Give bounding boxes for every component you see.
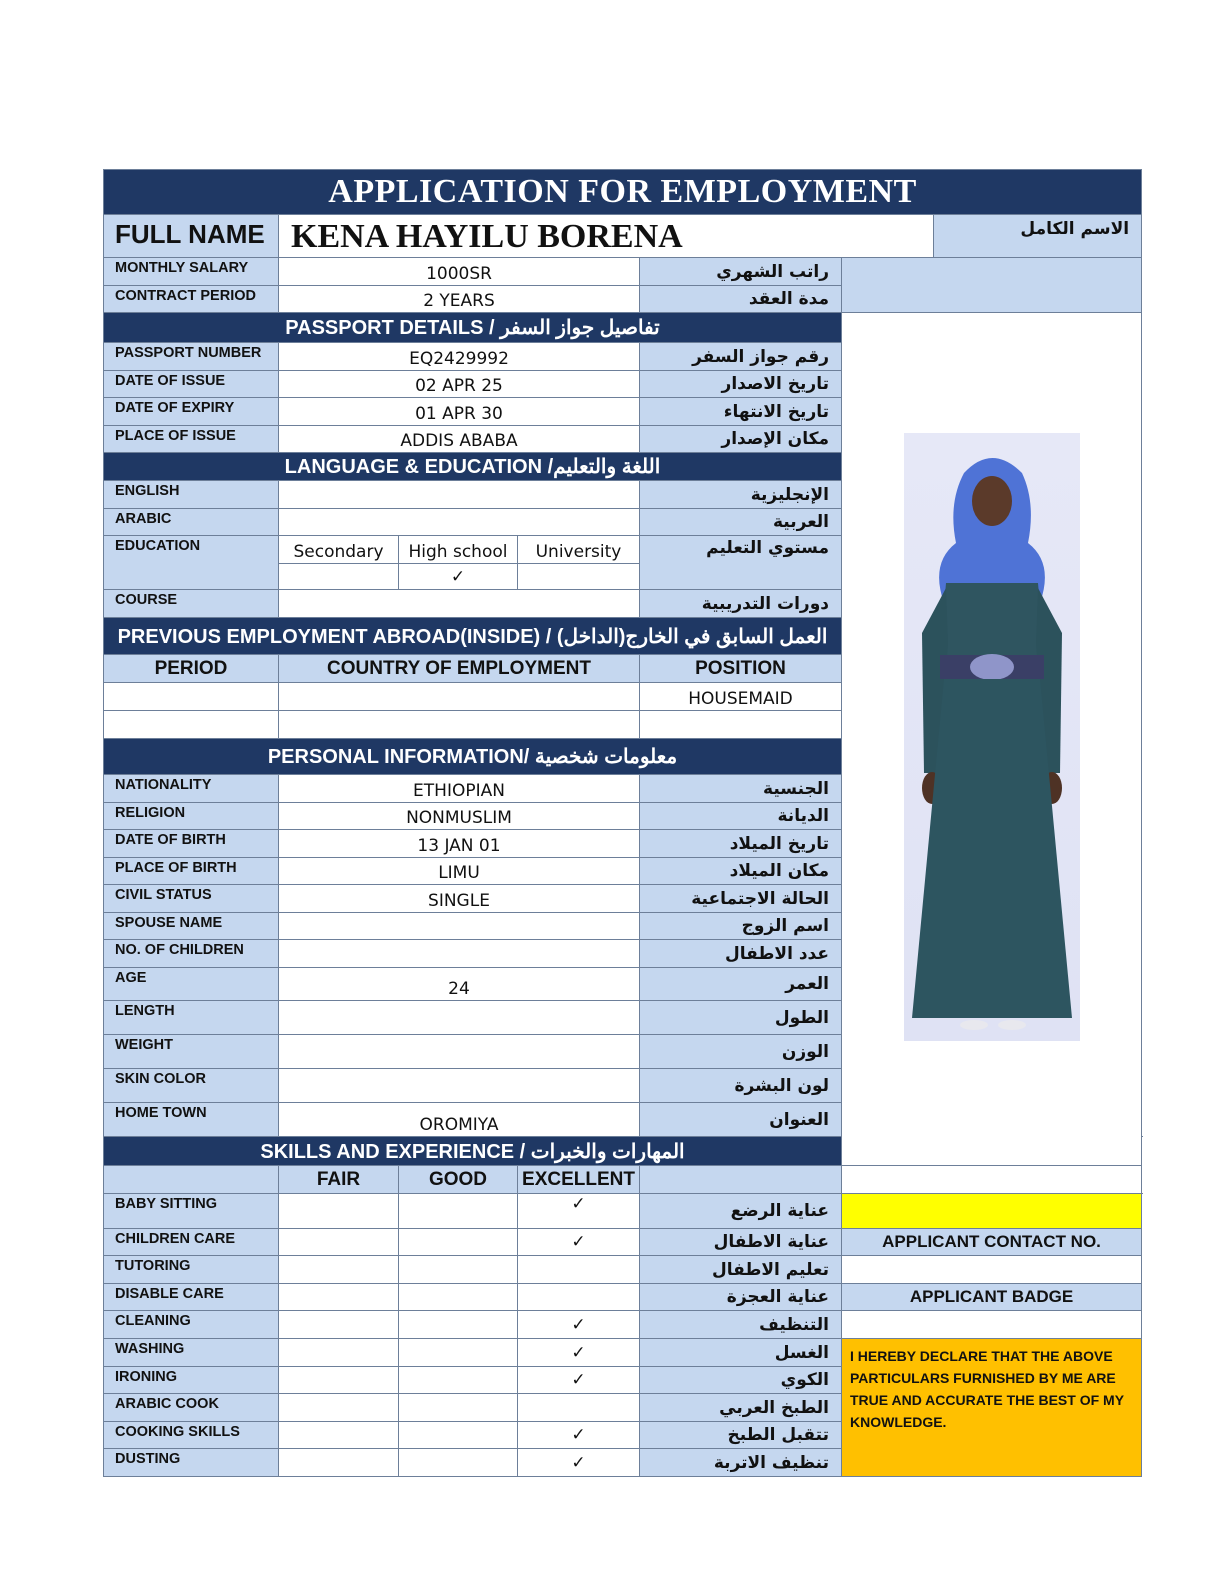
date-of-expiry-value[interactable]: 01 APR 30 [279,398,640,426]
skill-label-ar: تعليم الاطفال [640,1256,842,1284]
applicant-photo [904,433,1080,1041]
skill-label-ar: الكوي [640,1367,842,1394]
education-level-high-school: High school [399,536,518,564]
skill-fair-check[interactable] [279,1394,399,1422]
monthly-salary-label: MONTHLY SALARY [104,258,279,286]
skill-label: ARABIC COOK [104,1394,279,1422]
passport-number-value[interactable]: EQ2429992 [279,343,640,371]
photo-cell [842,313,1142,1166]
skill-label-ar: عناية العجزة [640,1284,842,1311]
skill-excellent-check[interactable] [518,1256,640,1284]
date-of-issue-label: DATE OF ISSUE [104,371,279,398]
skills-header-blank [104,1166,279,1194]
age-value[interactable]: 24 [279,968,640,1001]
education-check-secondary[interactable] [279,564,399,590]
passport-number-label: PASSPORT NUMBER [104,343,279,371]
good-column-header: GOOD [399,1166,518,1194]
nationality-value[interactable]: ETHIOPIAN [279,775,640,803]
employment-position-1[interactable]: HOUSEMAID [640,683,842,711]
education-check-university[interactable] [518,564,640,590]
course-label-ar: دورات التدريبية [640,590,842,618]
children-count-label: NO. OF CHILDREN [104,940,279,968]
skill-excellent-check[interactable]: ✓ [518,1229,640,1256]
application-table [103,169,1142,1477]
skill-fair-check[interactable] [279,1284,399,1311]
skill-label-ar: الغسل [640,1339,842,1367]
skin-color-label-ar: لون البشرة [640,1069,842,1103]
employment-country-2[interactable] [279,711,640,739]
skin-color-label: SKIN COLOR [104,1069,279,1103]
spouse-name-value[interactable] [279,913,640,940]
skill-label: CLEANING [104,1311,279,1339]
date-of-expiry-label-ar: تاريخ الانتهاء [640,398,842,426]
skills-section-heading: SKILLS AND EXPERIENCE / المهارات والخبرات [104,1137,842,1166]
position-column-header: POSITION [640,655,842,683]
page-title: APPLICATION FOR EMPLOYMENT [104,170,1142,215]
employment-period-2[interactable] [104,711,279,739]
personal-info-heading: PERSONAL INFORMATION/ معلومات شخصية [104,739,842,775]
date-of-birth-label: DATE OF BIRTH [104,830,279,858]
skill-good-check[interactable] [399,1422,518,1449]
skill-fair-check[interactable] [279,1256,399,1284]
date-of-birth-value[interactable]: 13 JAN 01 [279,830,640,858]
applicant-contact-value[interactable] [842,1256,1142,1284]
skin-color-value[interactable] [279,1069,640,1103]
skill-label: BABY SITTING [104,1194,279,1229]
period-column-header: PERIOD [104,655,279,683]
civil-status-label-ar: الحالة الاجتماعية [640,885,842,913]
length-label: LENGTH [104,1001,279,1035]
nationality-label-ar: الجنسية [640,775,842,803]
skill-good-check[interactable] [399,1394,518,1422]
home-town-label-ar: العنوان [640,1103,842,1137]
english-label-ar: الإنجليزية [640,481,842,509]
arabic-value[interactable] [279,509,640,536]
skill-label: IRONING [104,1367,279,1394]
skill-excellent-check[interactable] [518,1394,640,1422]
contract-period-label: CONTRACT PERIOD [104,286,279,313]
skill-good-check[interactable] [399,1367,518,1394]
length-label-ar: الطول [640,1001,842,1035]
home-town-value[interactable]: OROMIYA [279,1103,640,1137]
date-of-expiry-label: DATE OF EXPIRY [104,398,279,426]
full-name-value[interactable]: KENA HAYILU BORENA [279,215,934,258]
salary-side-blank [842,258,1142,313]
fair-column-header: FAIR [279,1166,399,1194]
children-count-label-ar: عدد الاطفال [640,940,842,968]
education-label-ar: مستوي التعليم [640,536,842,590]
skill-label: WASHING [104,1339,279,1367]
skill-fair-check[interactable] [279,1229,399,1256]
skill-good-check[interactable] [399,1256,518,1284]
course-value[interactable] [279,590,640,618]
civil-status-value[interactable]: SINGLE [279,885,640,913]
highlight-yellow-cell [842,1194,1142,1229]
place-of-issue-label: PLACE OF ISSUE [104,426,279,453]
skill-label: DUSTING [104,1449,279,1477]
skill-good-check[interactable] [399,1194,518,1229]
full-name-label: FULL NAME [104,215,279,258]
arabic-label: ARABIC [104,509,279,536]
skills-header-blank-ar [640,1166,842,1194]
english-label: ENGLISH [104,481,279,509]
skill-label-ar: عناية الاطفال [640,1229,842,1256]
religion-label-ar: الديانة [640,803,842,830]
date-of-issue-value[interactable]: 02 APR 25 [279,371,640,398]
skill-fair-check[interactable] [279,1449,399,1477]
skill-good-check[interactable] [399,1284,518,1311]
english-value[interactable] [279,481,640,509]
skill-label-ar: الطبخ العربي [640,1394,842,1422]
skill-label-ar: عناية الرضع [640,1194,842,1229]
excellent-column-header: EXCELLENT [518,1166,640,1194]
arabic-label-ar: العربية [640,509,842,536]
age-label-ar: العمر [640,968,842,1001]
civil-status-label: CIVIL STATUS [104,885,279,913]
skill-fair-check[interactable] [279,1367,399,1394]
spouse-name-label-ar: اسم الزوج [640,913,842,940]
date-of-issue-label-ar: تاريخ الاصدار [640,371,842,398]
skill-fair-check[interactable] [279,1422,399,1449]
skill-good-check[interactable] [399,1339,518,1367]
country-column-header: COUNTRY OF EMPLOYMENT [279,655,640,683]
skill-fair-check[interactable] [279,1311,399,1339]
place-of-birth-value[interactable]: LIMU [279,858,640,885]
contract-period-value[interactable]: 2 YEARS [279,286,640,313]
education-check-high-school[interactable]: ✓ [399,564,518,590]
skill-label-ar: التنظيف [640,1311,842,1339]
religion-value[interactable]: NONMUSLIM [279,803,640,830]
weight-value[interactable] [279,1035,640,1069]
skill-good-check[interactable] [399,1311,518,1339]
age-label: AGE [104,968,279,1001]
declaration-text: I HEREBY DECLARE THAT THE ABOVE PARTICULARS FURNISHED BY ME ARE TRUE AND ACCURATE THE BEST OF MY KNOWLEDGE. [842,1339,1142,1477]
passport-number-label-ar: رقم جواز السفر [640,343,842,371]
religion-label: RELIGION [104,803,279,830]
skill-fair-check[interactable] [279,1194,399,1229]
employment-period-1[interactable] [104,683,279,711]
nationality-label: NATIONALITY [104,775,279,803]
skill-excellent-check[interactable]: ✓ [518,1449,640,1477]
employment-country-1[interactable] [279,683,640,711]
education-label: EDUCATION [104,536,279,590]
applicant-badge-label: APPLICANT BADGE [842,1284,1142,1311]
monthly-salary-label-ar: راتب الشهري [640,258,842,286]
weight-label: WEIGHT [104,1035,279,1069]
skill-excellent-check[interactable]: ✓ [518,1194,640,1229]
applicant-contact-label: APPLICANT CONTACT NO. [842,1229,1142,1256]
monthly-salary-value[interactable]: 1000SR [279,258,640,286]
skill-excellent-check[interactable] [518,1284,640,1311]
place-of-issue-value[interactable]: ADDIS ABABA [279,426,640,453]
place-of-birth-label-ar: مكان الميلاد [640,858,842,885]
previous-employment-heading: PREVIOUS EMPLOYMENT ABROAD(INSIDE) / العمل السابق في الخارج(الداخل) [104,618,842,655]
education-level-university: University [518,536,640,564]
skill-label: COOKING SKILLS [104,1422,279,1449]
skill-fair-check[interactable] [279,1339,399,1367]
employment-application-form [103,169,1141,1477]
skill-label: DISABLE CARE [104,1284,279,1311]
skill-excellent-check[interactable]: ✓ [518,1367,640,1394]
applicant-badge-value[interactable] [842,1311,1142,1339]
contract-period-label-ar: مدة العقد [640,286,842,313]
employment-position-2[interactable] [640,711,842,739]
children-count-value[interactable] [279,940,640,968]
place-of-birth-label: PLACE OF BIRTH [104,858,279,885]
passport-section-heading: PASSPORT DETAILS / تفاصيل جواز السفر [104,313,842,343]
place-of-issue-label-ar: مكان الإصدار [640,426,842,453]
skill-excellent-check[interactable]: ✓ [518,1311,640,1339]
weight-label-ar: الوزن [640,1035,842,1069]
skill-label: CHILDREN CARE [104,1229,279,1256]
spouse-name-label: SPOUSE NAME [104,913,279,940]
date-of-birth-label-ar: تاريخ الميلاد [640,830,842,858]
skill-good-check[interactable] [399,1229,518,1256]
skill-label-ar: تتقبل الطبخ [640,1422,842,1449]
education-level-secondary: Secondary [279,536,399,564]
course-label: COURSE [104,590,279,618]
skill-label: TUTORING [104,1256,279,1284]
applicant-portrait-illustration [904,433,1080,1041]
language-section-heading: LANGUAGE & EDUCATION /اللغة والتعليم [104,453,842,481]
home-town-label: HOME TOWN [104,1103,279,1137]
skill-good-check[interactable] [399,1449,518,1477]
skill-label-ar: تنظيف الاتربة [640,1449,842,1477]
length-value[interactable] [279,1001,640,1035]
skill-excellent-check[interactable]: ✓ [518,1339,640,1367]
skill-excellent-check[interactable]: ✓ [518,1422,640,1449]
full-name-label-ar: الاسم الكامل [934,215,1142,258]
